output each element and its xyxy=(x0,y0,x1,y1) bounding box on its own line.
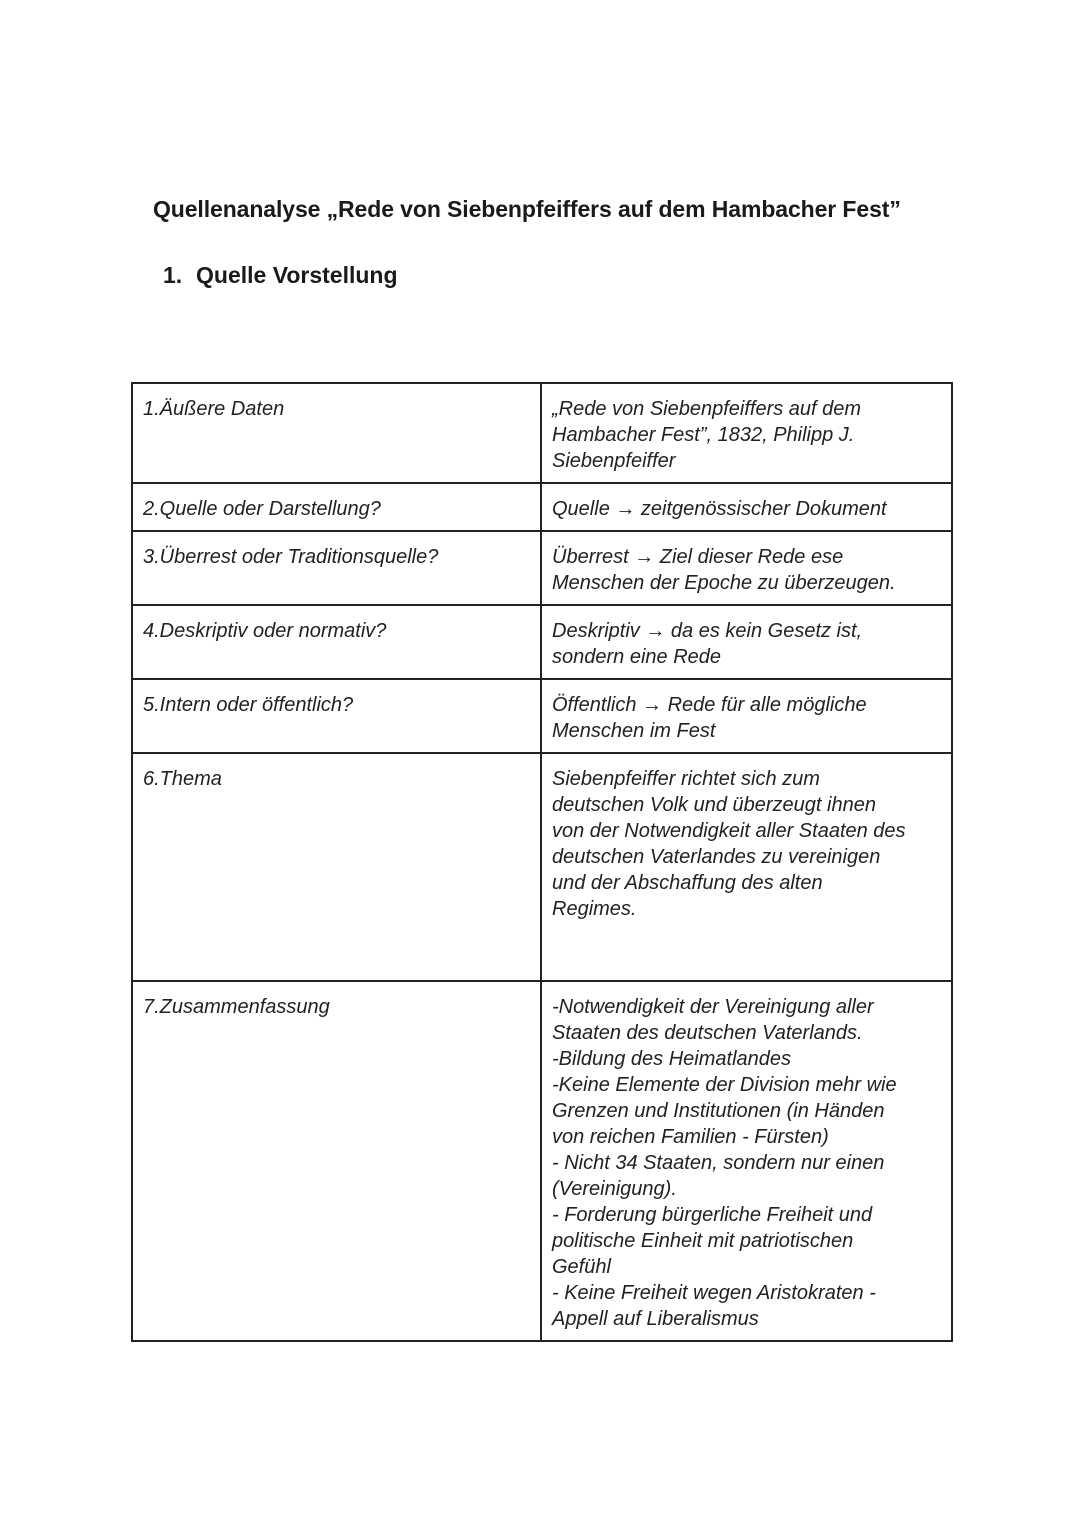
value-line: deutschen Vaterlandes zu vereinigen xyxy=(552,846,881,868)
value-line: sondern eine Rede xyxy=(552,646,722,668)
value-line: Regimes. xyxy=(552,898,637,920)
value-line: Siebenpfeiffer richtet sich zum xyxy=(552,768,820,790)
value-line: -Keine Elemente der Division mehr wie xyxy=(552,1074,897,1096)
row-label: 2.Quelle oder Darstellung? xyxy=(132,483,541,531)
value-line: Überrest → Ziel dieser Rede ese xyxy=(552,546,844,568)
value-line: Grenzen und Institutionen (in Händen xyxy=(552,1100,885,1122)
value-line: und der Abschaffung des alten xyxy=(552,872,823,894)
value-line: -Bildung des Heimatlandes xyxy=(552,1048,792,1070)
row-value xyxy=(541,605,952,679)
row-label: 4.Deskriptiv oder normativ? xyxy=(132,605,541,679)
value-line: Gefühl xyxy=(552,1256,611,1278)
source-analysis-table xyxy=(131,382,953,1342)
value-line: Deskriptiv → da es kein Gesetz ist, xyxy=(552,620,863,642)
value-line: Staaten des deutschen Vaterlands. xyxy=(552,1022,863,1044)
section-number: 1. xyxy=(163,262,183,288)
value-line: politische Einheit mit patriotischen xyxy=(552,1230,854,1252)
table-row xyxy=(132,679,952,753)
value-line: von der Notwendigkeit aller Staaten des xyxy=(552,820,906,842)
section-heading xyxy=(163,262,398,289)
row-label: 5.Intern oder öffentlich? xyxy=(132,679,541,753)
row-label: 6.Thema xyxy=(132,753,541,981)
row-label: 1.Äußere Daten xyxy=(132,383,541,483)
value-line: - Forderung bürgerliche Freiheit und xyxy=(552,1204,873,1226)
value-line: von reichen Familien - Fürsten) xyxy=(552,1126,829,1148)
document-title: Quellenanalyse „Rede von Siebenpfeiffers auf dem Hambacher Fest” xyxy=(153,196,901,222)
value-line: Öffentlich → Rede für alle mögliche xyxy=(552,694,867,716)
value-line: Siebenpfeiffer xyxy=(552,450,676,472)
row-value xyxy=(541,753,952,981)
value-line: -Notwendigkeit der Vereinigung aller xyxy=(552,996,874,1018)
row-value xyxy=(541,531,952,605)
row-label: 7.Zusammenfassung xyxy=(132,981,541,1341)
value-line: - Keine Freiheit wegen Aristokraten - xyxy=(552,1282,876,1304)
value-line: Menschen im Fest xyxy=(552,720,716,742)
value-line: Menschen der Epoche zu überzeugen. xyxy=(552,572,896,594)
table-row xyxy=(132,605,952,679)
value-line: Quelle → zeitgenössischer Dokument xyxy=(552,498,887,520)
table-row xyxy=(132,753,952,981)
row-label: 3.Überrest oder Traditionsquelle? xyxy=(132,531,541,605)
table-row xyxy=(132,981,952,1341)
value-line: Appell auf Liberalismus xyxy=(552,1308,759,1330)
table-row xyxy=(132,383,952,483)
row-value xyxy=(541,483,952,531)
value-line: - Nicht 34 Staaten, sondern nur einen xyxy=(552,1152,885,1174)
section-label: Quelle Vorstellung xyxy=(196,262,398,288)
value-line: Hambacher Fest”, 1832, Philipp J. xyxy=(552,424,855,446)
row-value xyxy=(541,981,952,1341)
value-line: deutschen Volk und überzeugt ihnen xyxy=(552,794,876,816)
row-value xyxy=(541,679,952,753)
value-line: „Rede von Siebenpfeiffers auf dem xyxy=(552,398,862,420)
table-row xyxy=(132,483,952,531)
table-row xyxy=(132,531,952,605)
value-line: (Vereinigung). xyxy=(552,1178,677,1200)
row-value xyxy=(541,383,952,483)
